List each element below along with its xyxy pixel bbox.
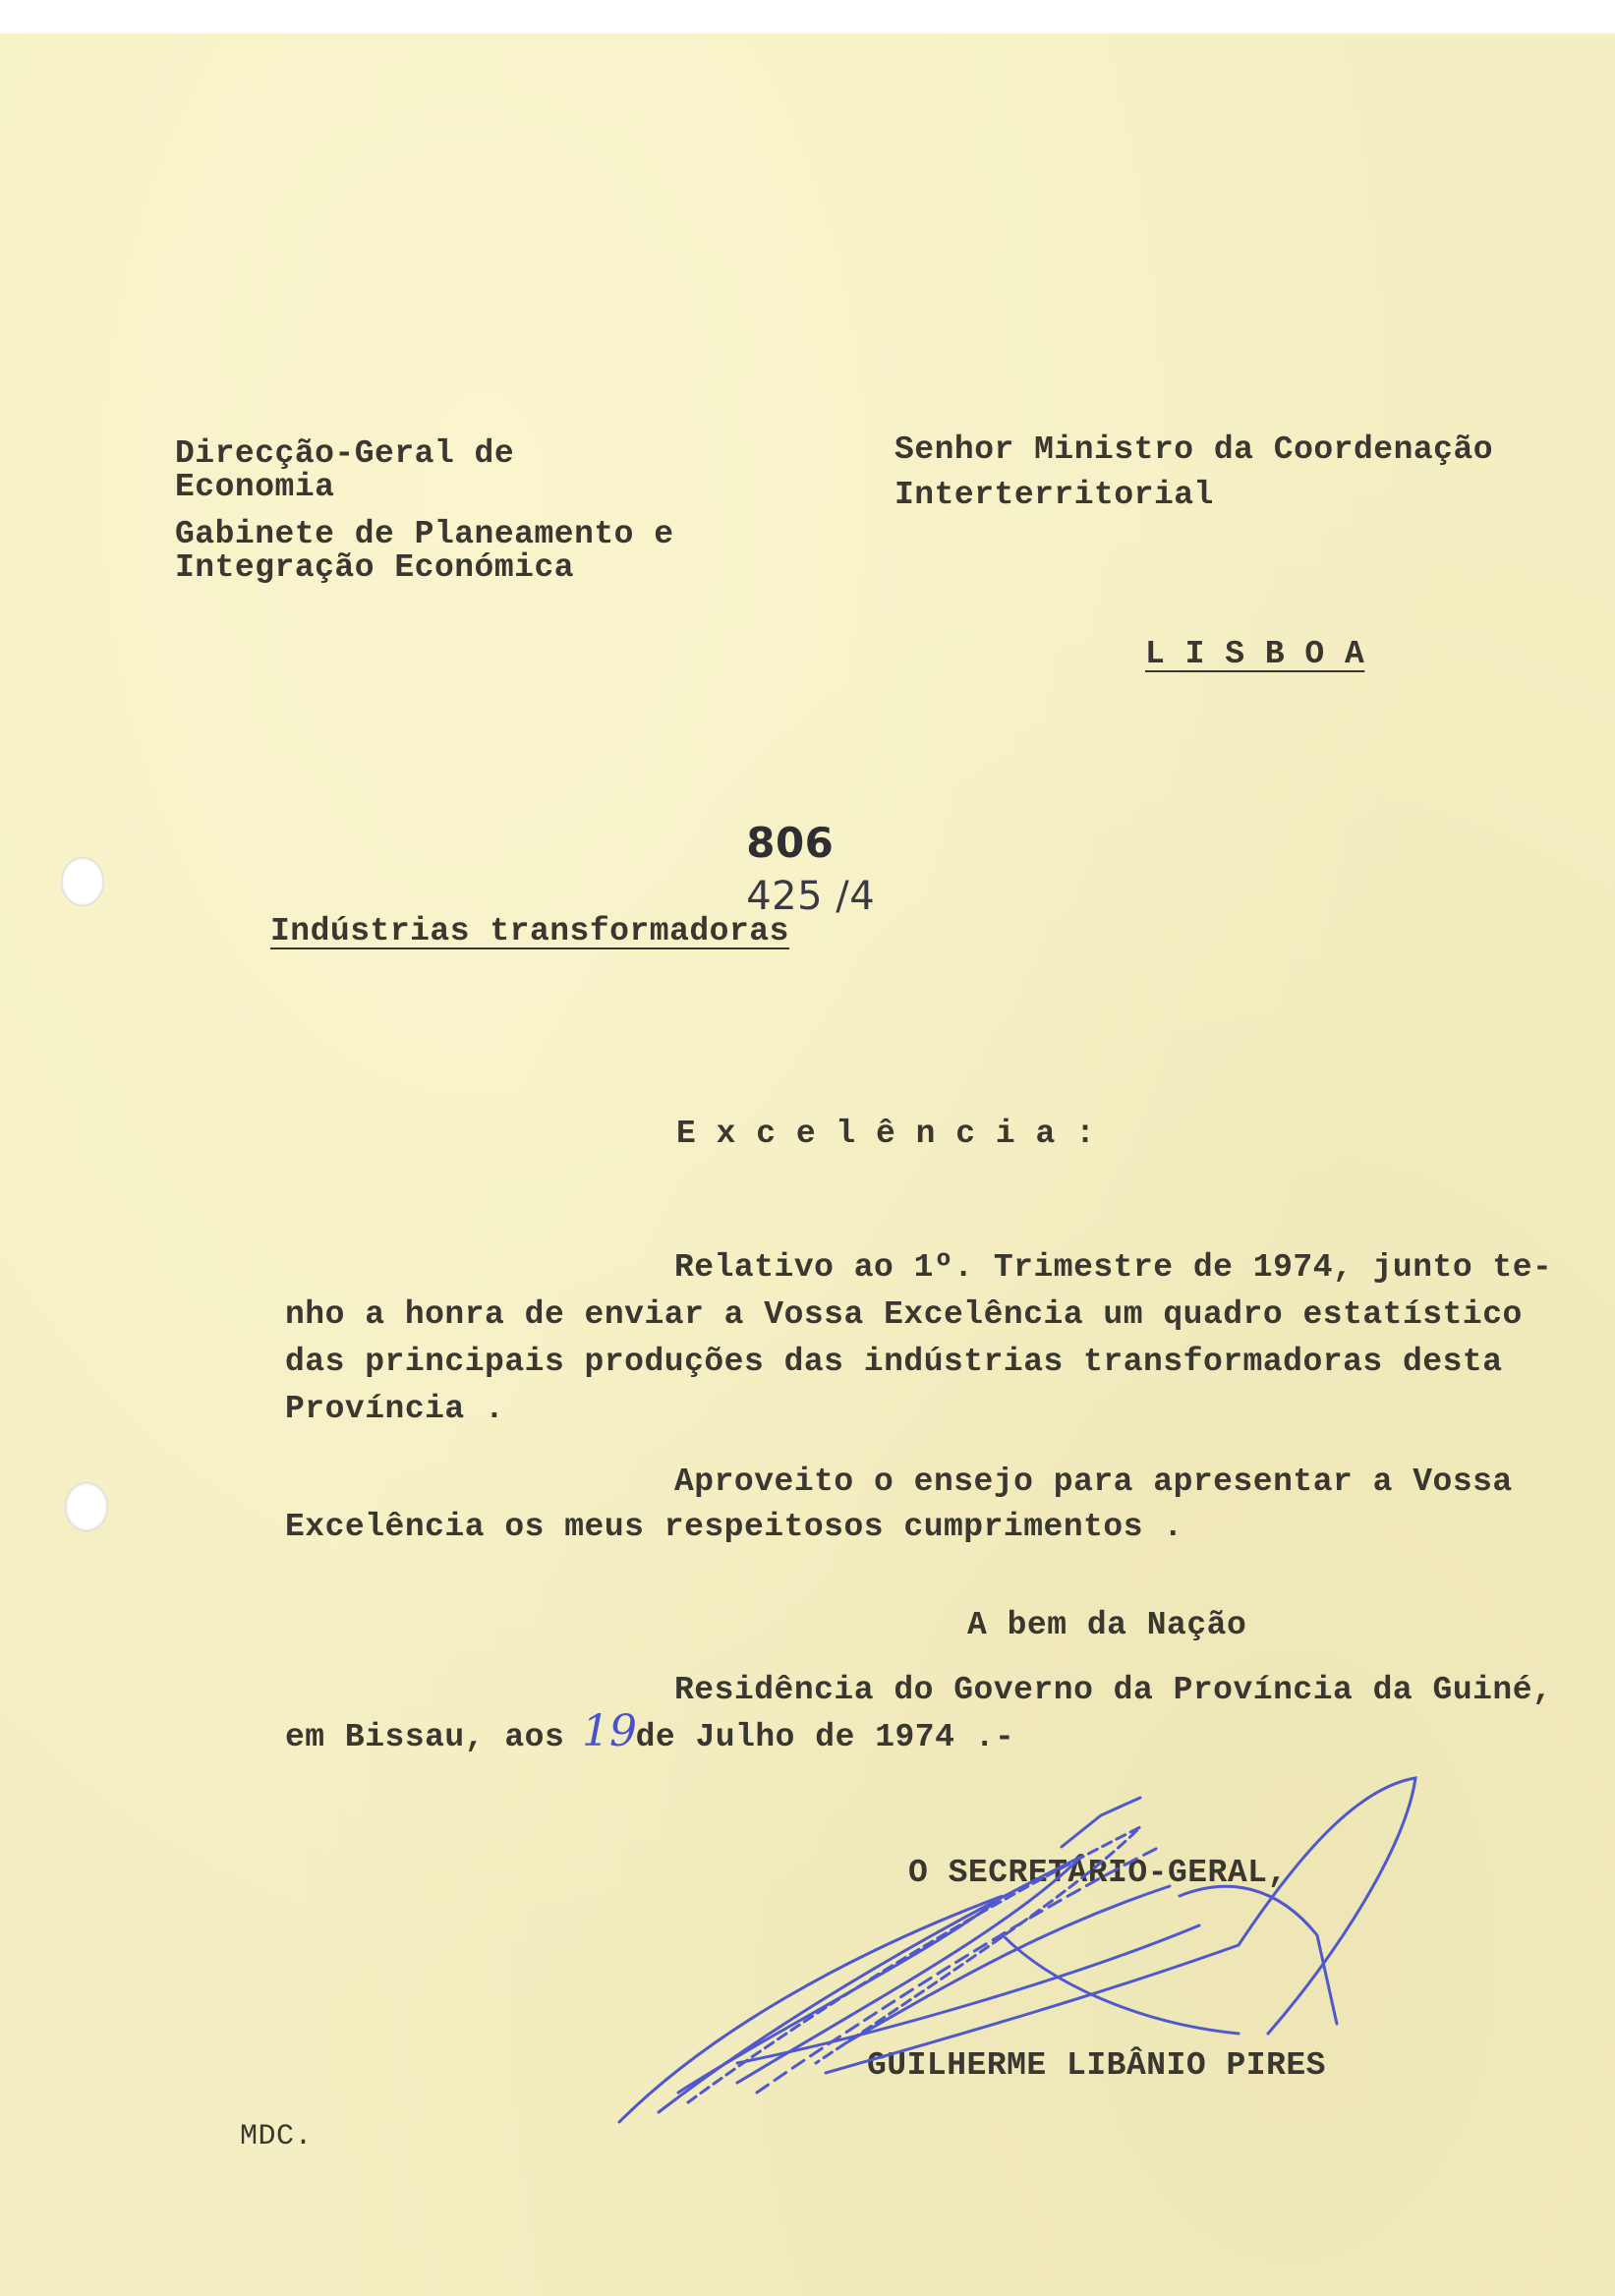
sender-line-1: Direcção-Geral de [175,435,515,472]
punch-hole-bottom [65,1482,108,1531]
closing: A bem da Nação [967,1607,1247,1643]
place-line-2 [285,1714,1014,1761]
body-paragraph-1-line-3: das principais produções das indústrias transformadoras desta [285,1344,1503,1380]
punch-hole-top [61,857,104,906]
signature-title: O SECRETÁRIO-GERAL, [908,1855,1288,1891]
place-prefix: em Bissau, aos [285,1719,585,1755]
handwritten-signature [590,1739,1455,2161]
recipient-city: L I S B O A [1145,636,1365,672]
document-page [0,33,1615,2296]
reference-stamp: 806 [746,819,835,867]
body-paragraph-1-line-1: Relativo ao 1º. Trimestre de 1974, junto te- [674,1249,1553,1286]
sender-line-4: Integração Económica [175,549,575,586]
body-paragraph-2-line-2: Excelência os meus respeitosos cumprimentos . [285,1509,1183,1545]
salutation: E x c e l ê n c i a : [676,1116,1096,1152]
place-suffix: de Julho de 1974 .- [635,1719,1015,1755]
recipient-line-2: Interterritorial [894,477,1214,513]
typist-initials: MDC. [240,2120,314,2153]
place-line-1: Residência do Governo da Província da Guiné, [674,1672,1553,1708]
subject-line: Indústrias transformadoras [270,913,789,949]
signature-name: GUILHERME LIBÂNIO PIRES [867,2047,1326,2084]
body-paragraph-1-line-2: nho a honra de enviar a Vossa Excelência um quadro estatístico [285,1296,1523,1333]
body-paragraph-2-line-1: Aproveito o ensejo para apresentar a Vossa [674,1464,1513,1500]
handwritten-day: 19 [582,1706,637,1756]
recipient-line-1: Senhor Ministro da Coordenação [894,431,1494,468]
body-paragraph-1-line-4: Província . [285,1391,505,1427]
reference-rest: 425 /4 [746,874,876,919]
sender-line-2: Economia [175,469,335,505]
sender-line-3: Gabinete de Planeamento e [175,516,674,552]
